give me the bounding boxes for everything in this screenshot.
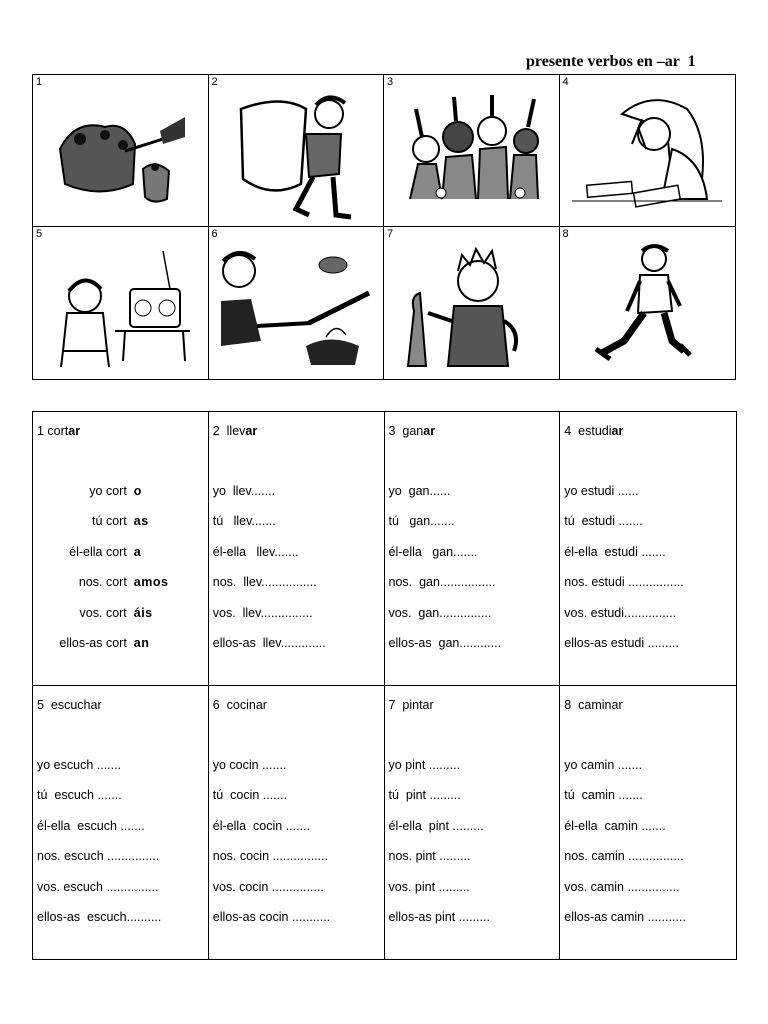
conjugation-row: él-ella llev....... — [212, 544, 299, 559]
conjugation-row: él-ella pint ......... — [388, 818, 484, 833]
painting-boy-icon — [396, 241, 546, 375]
conjugation-row: yo escuch ....... — [37, 758, 122, 772]
conjugation-row: nos. cocin ................ — [212, 849, 329, 864]
conjugation-row: nos. llev................ — [212, 575, 317, 590]
conjugation-row: él-ella gan....... — [388, 544, 478, 559]
conjugation-row: él-ella cocin ....... — [212, 818, 311, 833]
conjugation-row: vos. pint ......... — [388, 879, 470, 894]
page-title: presente verbos en –ar 1 — [526, 53, 696, 70]
picture-grid — [32, 74, 736, 380]
conjugation-row: tú pint ......... — [388, 788, 461, 803]
verb-heading: 6 cocinar — [212, 698, 267, 712]
picture-number: 7 — [387, 228, 394, 240]
conjugation-row: yo camin ....... — [564, 758, 643, 772]
verb-heading: 4 estudiar — [564, 424, 624, 438]
picture-number: 3 — [387, 76, 394, 88]
verb-cell-cortar — [33, 412, 209, 686]
verb-heading: 2 llevar — [212, 424, 258, 438]
carrying-bag-icon — [221, 89, 371, 223]
picture-number: 6 — [211, 228, 218, 240]
picture-cell-1 — [33, 75, 209, 227]
conjugation-row: vos. cort áis — [79, 605, 153, 620]
walking-boy-icon — [572, 241, 722, 375]
conjugation-row: yo cocin ....... — [212, 758, 287, 772]
conjugation-row: vos. llev............... — [212, 605, 313, 620]
conjugation-row: ellos-as cort an — [59, 635, 150, 650]
verb-heading: 7 pintar — [388, 698, 434, 712]
picture-cell-5 — [33, 227, 209, 379]
picture-number: 8 — [562, 228, 569, 240]
verb-heading: 5 escuchar — [37, 698, 102, 712]
picture-cell-4 — [560, 75, 736, 227]
picture-cell-6 — [209, 227, 385, 379]
conjugation-row: él-ella cort a — [69, 544, 142, 559]
verb-cell-escuchar — [33, 686, 209, 959]
studying-girl-icon — [572, 89, 722, 223]
verb-cell-ganar — [385, 412, 561, 686]
conjugation-row: ellos-as llev............. — [212, 635, 326, 650]
verb-cell-cocinar — [209, 686, 385, 959]
conjugation-row: vos. gan............... — [388, 605, 492, 620]
verb-heading: 3 ganar — [388, 424, 436, 438]
picture-cell-3 — [384, 75, 560, 227]
verb-cell-estudiar — [560, 412, 736, 686]
conjugation-row: tú estudi ....... — [564, 514, 643, 529]
conjugation-row: yo estudi ...... — [564, 484, 639, 498]
picture-cell-8 — [560, 227, 736, 379]
verb-heading: 1 cortar — [37, 424, 81, 438]
conjugation-row: él-ella escuch ....... — [37, 818, 145, 833]
conjugation-row: yo llev....... — [212, 484, 276, 498]
conjugation-row: vos. escuch ............... — [37, 879, 159, 894]
conjugation-row: nos. escuch ............... — [37, 849, 160, 864]
conjugation-row: vos. estudi............... — [564, 605, 677, 620]
cutting-cake-icon — [45, 89, 195, 223]
conjugation-row: yo cort o — [89, 484, 142, 498]
conjugation-row: yo gan...... — [388, 484, 451, 498]
conjugation-row: tú llev....... — [212, 514, 276, 529]
verb-cell-caminar — [560, 686, 736, 959]
conjugation-row: vos. camin ............... — [564, 879, 680, 894]
conjugation-row: nos. pint ......... — [388, 849, 471, 864]
conjugation-row: ellos-as estudi ......... — [564, 635, 679, 650]
picture-number: 4 — [562, 76, 569, 88]
conjugation-row: ellos-as gan............ — [388, 635, 502, 650]
conjugation-row: nos. gan................ — [388, 575, 496, 590]
listening-radio-icon — [45, 241, 195, 375]
conjugation-table — [32, 411, 737, 960]
conjugation-row: tú escuch ....... — [37, 788, 122, 803]
conjugation-row: vos. cocin ............... — [212, 879, 324, 894]
conjugation-row: ellos-as cocin ........... — [212, 909, 331, 924]
picture-number: 2 — [211, 76, 218, 88]
conjugation-row: nos. cort amos — [78, 575, 169, 590]
conjugation-row: tú cort as — [92, 514, 149, 529]
picture-cell-2 — [209, 75, 385, 227]
conjugation-row: ellos-as camin ........... — [564, 909, 686, 924]
conjugation-row: tú cocin ....... — [212, 788, 288, 803]
conjugation-row: nos. camin ................ — [564, 849, 684, 864]
conjugation-row: tú gan....... — [388, 514, 455, 529]
verb-cell-llevar — [209, 412, 385, 686]
verb-heading: 8 caminar — [564, 698, 623, 712]
conjugation-row: él-ella estudi ....... — [564, 544, 666, 559]
conjugation-row: él-ella camin ....... — [564, 818, 666, 833]
conjugation-row: nos. estudi ................ — [564, 575, 684, 590]
cooking-icon — [221, 241, 371, 375]
conjugation-row: ellos-as escuch.......... — [37, 909, 162, 924]
picture-number: 1 — [36, 76, 43, 88]
picture-number: 5 — [36, 228, 43, 240]
winning-team-icon — [396, 89, 546, 223]
verb-cell-pintar — [385, 686, 561, 959]
conjugation-row: yo pint ......... — [388, 758, 461, 772]
conjugation-row: tú camin ....... — [564, 788, 643, 803]
conjugation-row: ellos-as pint ......... — [388, 909, 490, 924]
picture-cell-7 — [384, 227, 560, 379]
